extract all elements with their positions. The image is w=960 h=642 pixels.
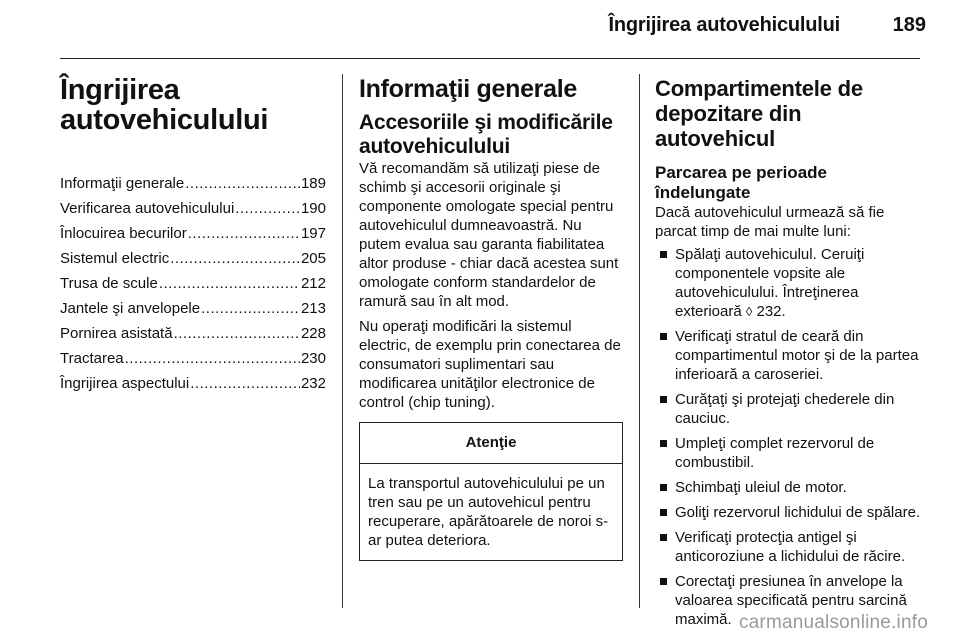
page-number: 189 <box>892 14 926 36</box>
toc-entry-label: Înlocuirea becurilor <box>60 225 187 242</box>
list-item <box>655 245 923 321</box>
paragraph: Vă recomandăm să utilizaţi piese de schimb şi accesorii originale şi componente omologate special pentru autovehiculul dumneavoastră. Nu putem evalua sau garanta fiabilitatea altor produse - chiar dacă acestea sunt omologate conform standardelor de ramură sau în alt mod. <box>359 160 619 310</box>
list-item <box>655 434 923 472</box>
toc-leader-dots <box>188 221 300 246</box>
toc-entry[interactable] <box>60 296 326 321</box>
subsection-title: Parcarea pe perioade îndelungate <box>655 163 827 202</box>
list-item-text: Verificaţi protecţia antigel şi anticoroziune a lichidului de răcire. <box>675 529 906 565</box>
header-divider <box>60 58 920 59</box>
list-item-text: Umpleţi complet rezervorul de combustibil. <box>675 435 875 471</box>
section-title: Compartimentele de depozitare din autovehicul <box>655 76 863 151</box>
toc-entry-page: 189 <box>300 175 326 192</box>
toc-entry[interactable] <box>60 371 326 396</box>
toc-leader-dots <box>190 371 300 396</box>
toc-entry[interactable] <box>60 321 326 346</box>
list-item-text: Schimbaţi uleiul de motor. <box>675 479 847 496</box>
warning-title: Atenţie <box>360 423 622 464</box>
chapter-title-line2: autovehiculului <box>60 104 269 136</box>
list-item-text: Verificaţi stratul de ceară din compartimentul motor şi de la partea inferioară a caroseriei. <box>675 328 919 383</box>
storage-column <box>655 70 923 635</box>
column-divider-2 <box>639 74 640 608</box>
toc-entry-page: 213 <box>300 300 326 317</box>
toc-leader-dots <box>201 296 300 321</box>
toc-entry-label: Îngrijirea aspectului <box>60 375 190 392</box>
square-bullet-icon <box>660 333 667 340</box>
watermark: carmanualsonline.info <box>738 612 928 633</box>
toc-entry-page: 197 <box>300 225 326 242</box>
section-title: Informaţii generale <box>359 75 577 103</box>
toc-entry-page: 230 <box>300 350 326 367</box>
toc-entry-page: 228 <box>300 325 326 342</box>
toc-leader-dots <box>185 171 300 196</box>
list-item <box>655 390 923 428</box>
toc-entry[interactable] <box>60 171 326 196</box>
toc-leader-dots <box>235 196 300 221</box>
toc-entry-label: Trusa de scule <box>60 275 158 292</box>
table-of-contents <box>60 171 326 396</box>
toc-leader-dots <box>159 271 300 296</box>
toc-entry-label: Verificarea autovehiculului <box>60 200 235 217</box>
toc-leader-dots <box>170 246 300 271</box>
toc-entry-page: 232 <box>300 375 326 392</box>
square-bullet-icon <box>660 484 667 491</box>
toc-entry[interactable] <box>60 271 326 296</box>
list-item-text: Goliţi rezervorul lichidului de spălare. <box>675 504 921 521</box>
warning-box <box>359 422 623 561</box>
toc-entry-page: 205 <box>300 250 326 267</box>
warning-text: La transportul autovehiculului pe un tren sau pe un autovehicul pentru recuperare, apărătoarele de noroi s-ar putea deteriora. <box>368 475 609 549</box>
chapter-title <box>60 75 326 135</box>
list-item-text: Spălaţi autovehiculul. Ceruiţi componentele vopsite ale autovehiculului. Întreţinerea exterioară <box>675 246 865 320</box>
running-header-title: Îngrijirea autovehiculului <box>608 14 840 36</box>
toc-entry-label: Pornirea asistată <box>60 325 173 342</box>
toc-entry-label: Sistemul electric <box>60 250 170 267</box>
toc-entry[interactable] <box>60 221 326 246</box>
toc-entry-label: Tractarea <box>60 350 124 367</box>
square-bullet-icon <box>660 251 667 258</box>
column-divider-1 <box>342 74 343 608</box>
list-item-text: Curăţaţi şi protejaţi chederele din cauciuc. <box>675 391 895 427</box>
page-reference[interactable]: 232. <box>756 303 786 320</box>
toc-entry-label: Jantele şi anvelopele <box>60 300 201 317</box>
square-bullet-icon <box>660 578 667 585</box>
page-reference-icon: ◊ <box>745 304 753 319</box>
toc-leader-dots <box>125 346 300 371</box>
chapter-title-line1: Îngrijirea <box>60 74 180 106</box>
toc-entry-page: 190 <box>300 200 326 217</box>
list-item <box>655 503 923 522</box>
square-bullet-icon <box>660 534 667 541</box>
subsection-title: Accesoriile şi modificările autovehiculului <box>359 111 613 158</box>
toc-entry[interactable] <box>60 346 326 371</box>
toc-leader-dots <box>174 321 300 346</box>
toc-entry[interactable] <box>60 196 326 221</box>
list-item <box>655 478 923 497</box>
toc-entry-label: Informaţii generale <box>60 175 185 192</box>
paragraph: Nu operaţi modificări la sistemul electric, de exemplu prin conectarea de consumatori suplimentari sau modificarea unităţilor electronice de control (chip tuning). <box>359 318 621 411</box>
general-info-column <box>359 70 623 561</box>
list-item-text: Corectaţi presiunea în anvelope la valoarea specificată pentru sarcină maximă. <box>675 573 907 628</box>
square-bullet-icon <box>660 396 667 403</box>
toc-entry-page: 212 <box>300 275 326 292</box>
square-bullet-icon <box>660 509 667 516</box>
toc-entry[interactable] <box>60 246 326 271</box>
square-bullet-icon <box>660 440 667 447</box>
chapter-column <box>60 70 326 396</box>
intro-paragraph: Dacă autovehiculul urmează să fie parcat timp de mai multe luni: <box>655 204 885 240</box>
list-item <box>655 327 923 384</box>
parking-checklist <box>655 245 923 629</box>
list-item <box>655 528 923 566</box>
